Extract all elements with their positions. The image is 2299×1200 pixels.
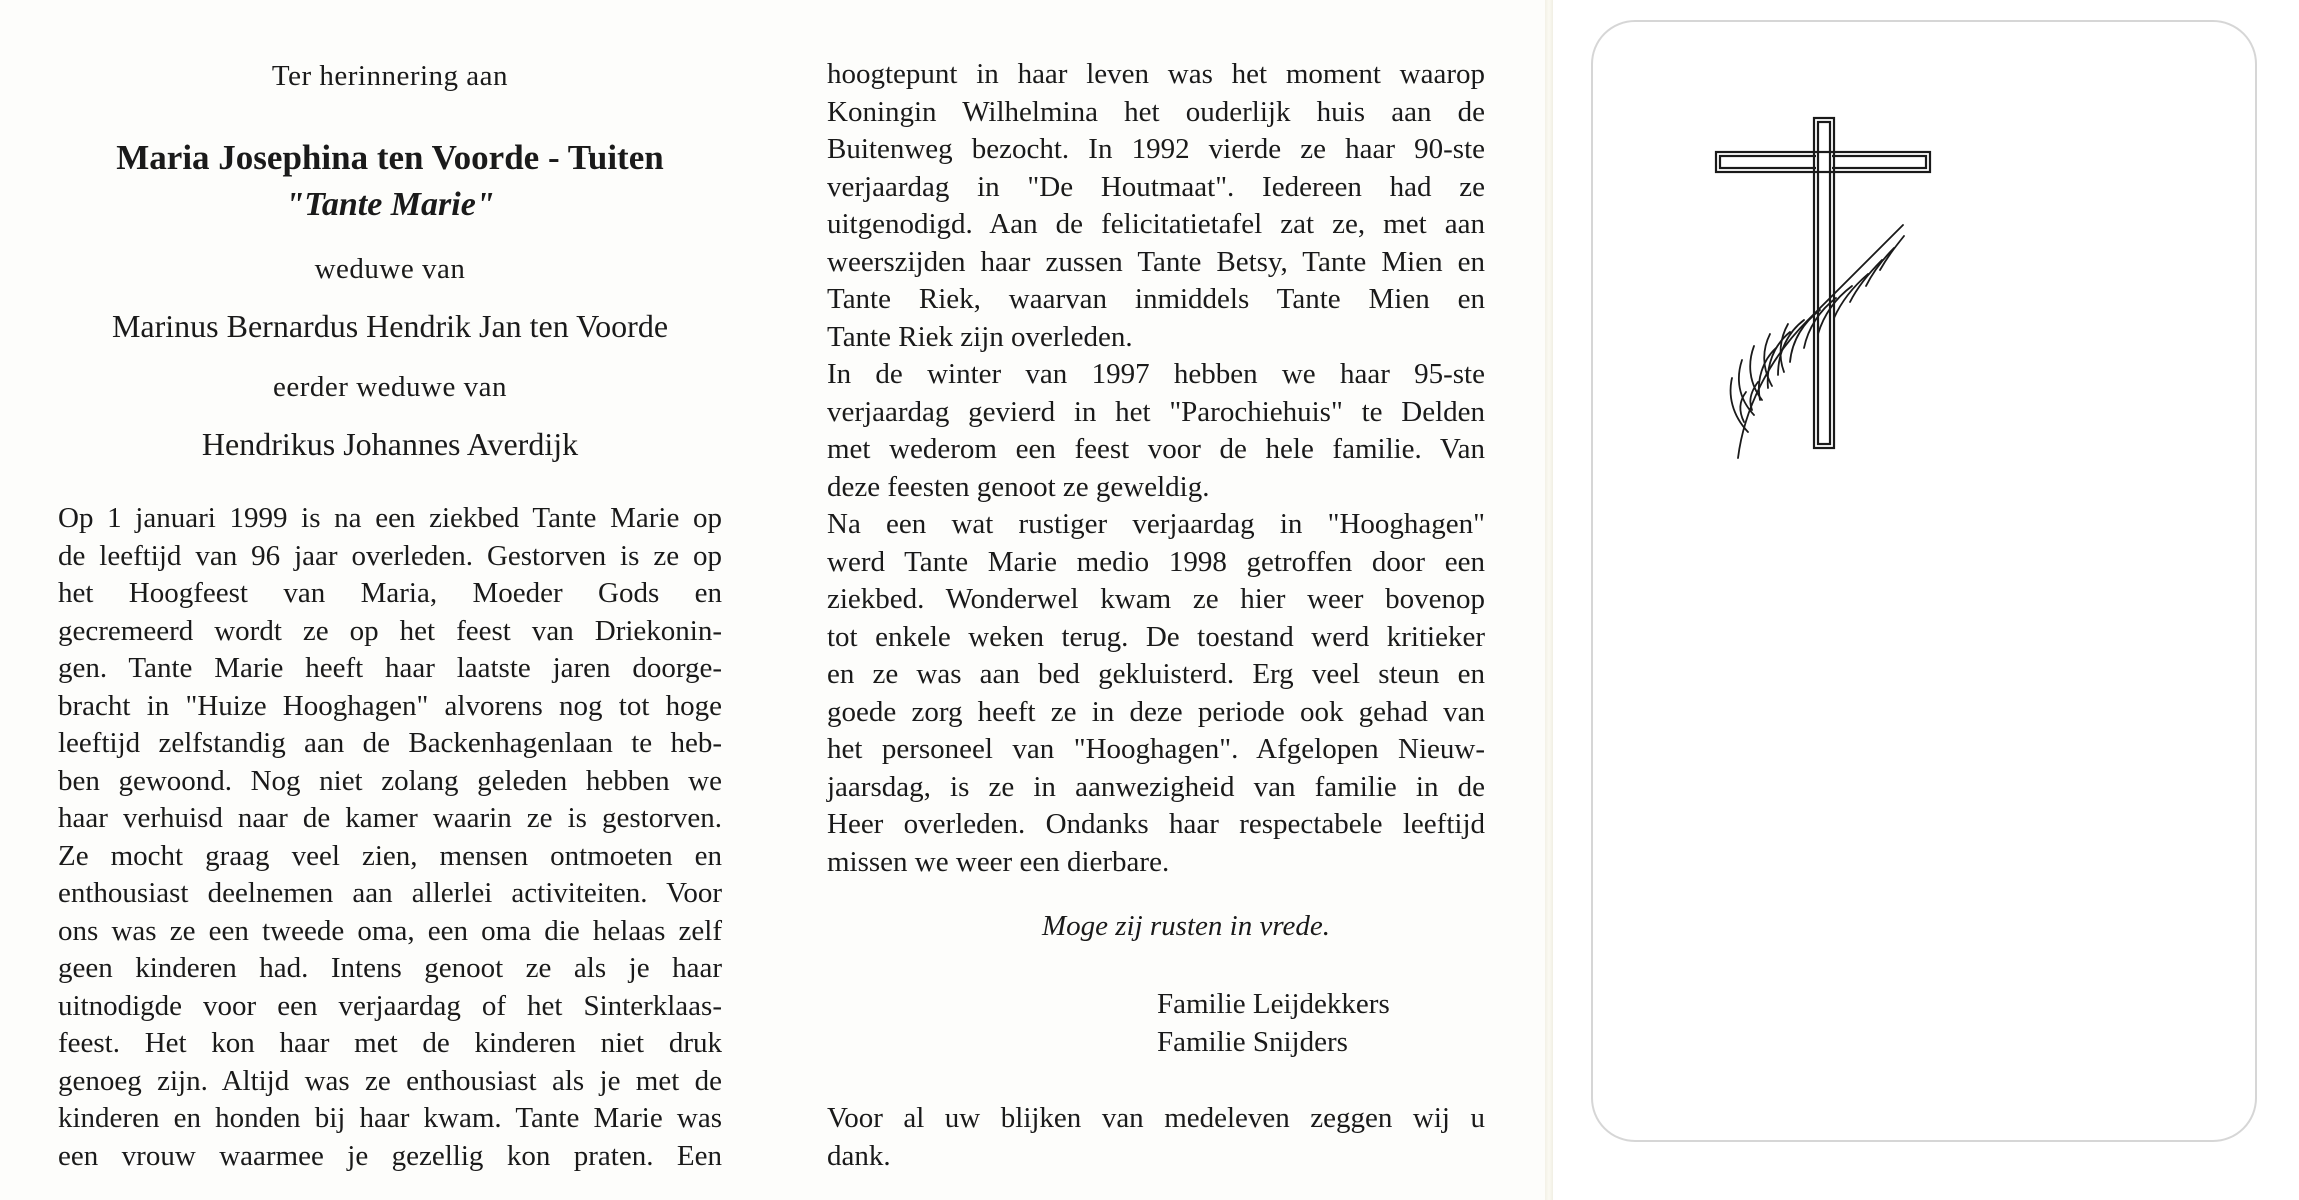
text-line: ben gewoond. Nog niet zolang geleden hebben we <box>58 764 722 797</box>
text-line: met wederom een feest voor de hele familie. Van <box>827 433 1485 465</box>
text-line: uitnodigde voor een verjaardag of het Sinterklaas- <box>58 989 722 1022</box>
card-fold <box>1545 0 1553 1200</box>
text-line: haar verhuisd naar de kamer waarin ze is gestorven. <box>58 802 722 834</box>
text-line: enthousiast deelnemen aan allerlei activiteiten. Voor <box>58 877 722 909</box>
text-line: feest. Het kon haar met de kinderen niet druk <box>58 1027 722 1059</box>
text-line: leeftijd zelfstandig aan de Backenhagenlaan te heb- <box>58 727 722 759</box>
text-line: deze feesten genoot ze geweldig. <box>827 470 1210 503</box>
text-line: gen. Tante Marie heeft haar laatste jaren doorge- <box>58 652 722 684</box>
text-line: Heer overleden. Ondanks haar respectabele leeftijd <box>827 808 1485 840</box>
biography-text-part-2 <box>827 56 1485 881</box>
text-line: tot enkele weken terug. De toestand werd kritieker <box>827 620 1485 653</box>
text-line: gecremeerd wordt ze op het feest van Driekonin- <box>58 614 722 647</box>
husband-2: Hendrikus Johannes Averdijk <box>201 426 579 462</box>
text-line: Koningin Wilhelmina het ouderlijk huis aan de <box>827 95 1485 128</box>
text-line: goede zorg heeft ze in deze periode ook gehad van <box>827 695 1485 728</box>
text-line: en ze was aan bed gekluisterd. Erg veel steun en <box>827 658 1485 690</box>
text-line: uitgenodigd. Aan de felicitatietafel zat ze, met aan <box>827 208 1485 240</box>
text-line: het Hoogfeest van Maria, Moeder Gods en <box>58 577 722 609</box>
deceased-name: Maria Josephina ten Voorde - Tuiten <box>116 138 664 177</box>
nickname: "Tante Marie" <box>285 186 495 223</box>
heading: Ter herinnering aan <box>271 60 509 92</box>
text-line: Tante Riek, waarvan inmiddels Tante Mien en <box>827 283 1485 315</box>
rest-in-peace-line: Moge zij rusten in vrede. <box>1041 910 1331 942</box>
thanks-text <box>827 1100 1485 1175</box>
cover-panel <box>1553 0 2299 1200</box>
text-line: de leeftijd van 96 jaar overleden. Gestorven is ze op <box>58 539 722 572</box>
text-line: ons was ze een tweede oma, een oma die helaas zelf <box>58 914 722 947</box>
text-line: geen kinderen had. Intens genoot ze als je haar <box>58 952 722 984</box>
text-line: Op 1 januari 1999 is na een ziekbed Tante Marie op <box>58 502 722 534</box>
text-line: werd Tante Marie medio 1998 getroffen door een <box>827 545 1485 578</box>
text-line: verjaardag gevierd in het "Parochiehuis" te Delden <box>827 395 1485 428</box>
text-line: weerszijden haar zussen Tante Betsy, Tante Mien en <box>827 245 1485 278</box>
text-line: het personeel van "Hooghagen". Afgelopen Nieuw- <box>827 733 1485 765</box>
husband-1: Marinus Bernardus Hendrik Jan ten Voorde <box>111 308 669 344</box>
text-line: Na een wat rustiger verjaardag in "Hooghagen" <box>827 508 1485 540</box>
text-line: verjaardag in "De Houtmaat". Iedereen had ze <box>827 170 1485 203</box>
biography-text-part-1 <box>58 500 722 1175</box>
widow-label-2: eerder weduwe van <box>273 371 507 403</box>
text-line: jaarsdag, is ze in aanwezigheid van familie in de <box>827 770 1485 803</box>
text-line: missen we weer een dierbare. <box>827 845 1170 878</box>
text-line: bracht in "Huize Hooghagen" alvorens nog tot hoge <box>58 689 722 722</box>
text-line: Ze mocht graag veel zien, mensen ontmoeten en <box>58 839 722 872</box>
text-line: ziekbed. Wonderwel kwam ze hier weer bovenop <box>827 583 1485 615</box>
cross-with-palm-branch-icon <box>1708 110 1938 470</box>
text-line: kinderen en honden bij haar kwam. Tante Marie was <box>58 1102 722 1134</box>
text-line: hoogtepunt in haar leven was het moment waarop <box>827 58 1485 90</box>
text-line: genoeg zijn. Altijd was ze enthousiast als je met de <box>58 1064 722 1097</box>
text-line: Voor al uw blijken van medeleven zeggen wij u <box>827 1102 1485 1134</box>
family-signature-2: Familie Snijders <box>1157 1026 1348 1058</box>
text-line: een vrouw waarmee je gezellig kon praten. Een <box>58 1139 722 1172</box>
text-line: Buitenweg bezocht. In 1992 vierde ze haar 90-ste <box>827 133 1485 165</box>
text-line: In de winter van 1997 hebben we haar 95-ste <box>827 358 1485 390</box>
text-line: dank. <box>827 1139 891 1172</box>
family-signature-1: Familie Leijdekkers <box>1157 988 1390 1020</box>
widow-label-1: weduwe van <box>314 253 466 285</box>
text-line: Tante Riek zijn overleden. <box>827 320 1133 353</box>
